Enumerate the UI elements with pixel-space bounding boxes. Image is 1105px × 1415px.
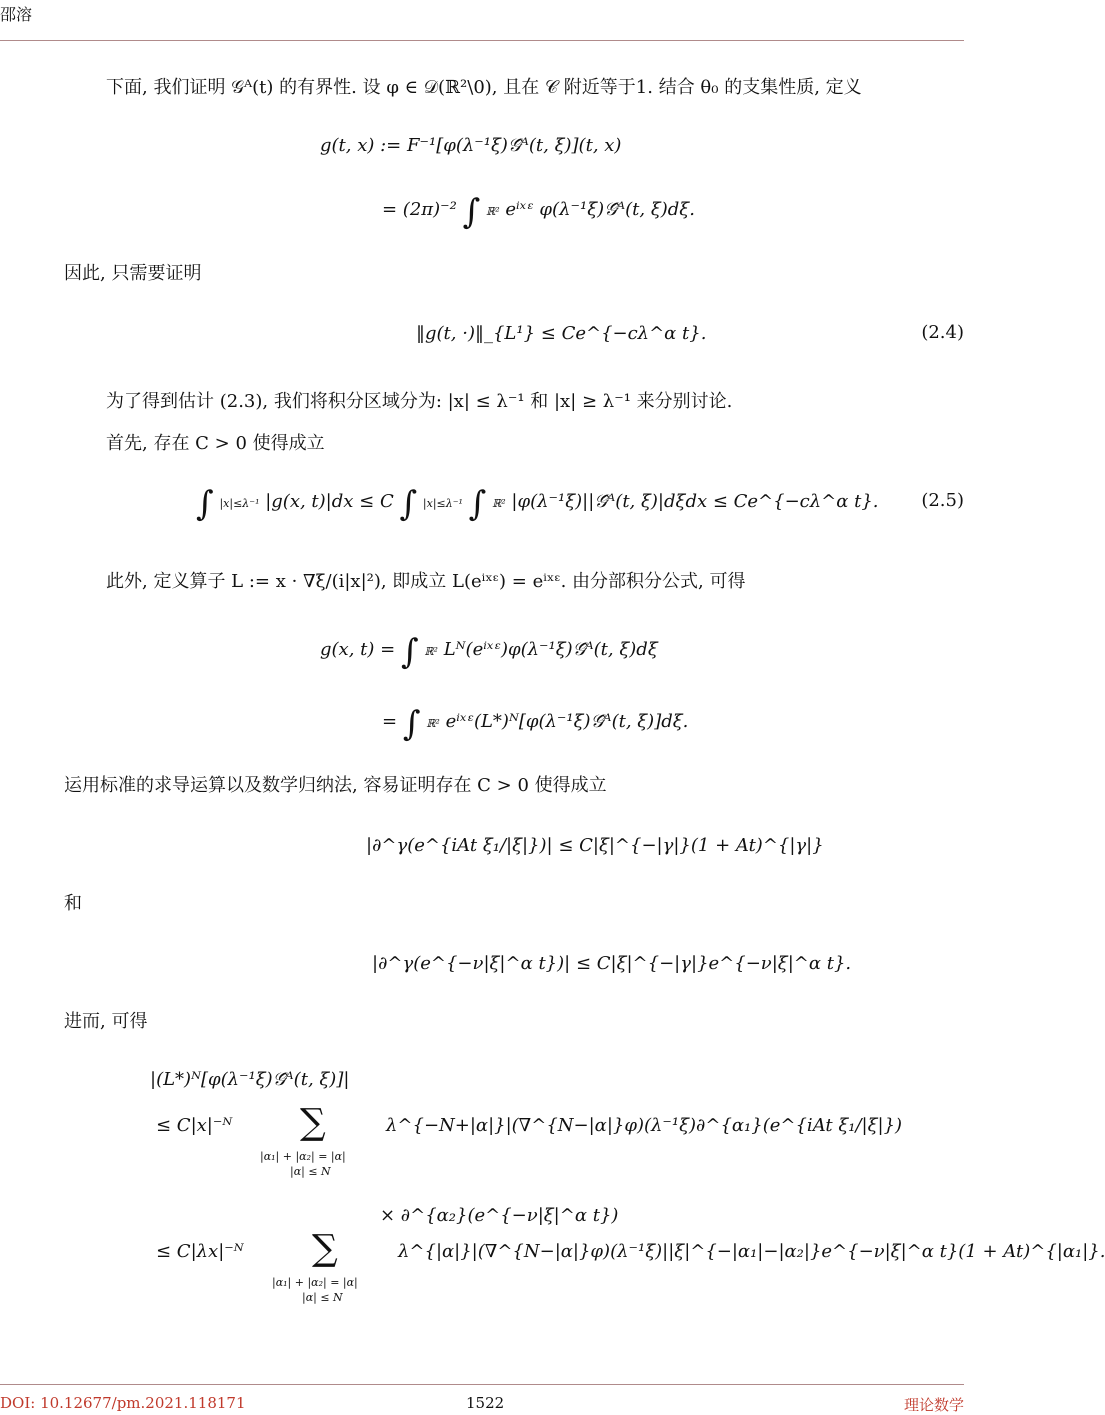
eq-e3-mid: |g(x, t)|dx ≤ C <box>265 491 394 512</box>
eq-e4a-rhs: Lᴺ(eⁱˣᵋ)φ(λ⁻¹ξ)𝒢̂ᴬ(t, ξ)dξ <box>443 639 658 660</box>
header-divider <box>0 40 964 41</box>
running-header-author: 邵溶 <box>0 5 33 24</box>
paragraph-and: 和 <box>64 893 82 914</box>
equation-final-line2-rhs: λ^{−N+|α|}|(∇^{N−|α|}φ)(λ⁻¹ξ)∂^{α₁}(e^{iAt ξ₁/|ξ|}) <box>386 1115 903 1136</box>
integral-domain: ℝ² <box>492 497 506 510</box>
integral-domain: ℝ² <box>486 205 500 218</box>
equation-g-integration-by-parts-line2 <box>382 704 689 744</box>
equation-derivative-bound-1: |∂^γ(e^{iAt ξ₁/|ξ|})| ≤ C|ξ|^{−|γ|}(1 + At)^{|γ|} <box>366 835 824 856</box>
equation-g-definition-line2 <box>382 192 695 232</box>
summation-condition: |α| ≤ N <box>302 1291 343 1304</box>
integral-domain: |x|≤λ⁻¹ <box>219 497 260 510</box>
equation-final-line4-rhs: λ^{|α|}|(∇^{N−|α|}φ)(λ⁻¹ξ)||ξ|^{−|α₁|−|α₂|}e^{−ν|ξ|^α t}(1 + At)^{|α₁|}. <box>398 1241 1105 1262</box>
paragraph-first: 首先, 存在 C > 0 使得成立 <box>106 433 325 454</box>
integral-domain: |x|≤λ⁻¹ <box>422 497 463 510</box>
equation-2-4: ‖g(t, ·)‖_{L¹} ≤ Ce^{−cλ^α t}. <box>416 323 707 344</box>
eq-e1b-lhs: = (2π)⁻² <box>382 199 457 220</box>
summation-condition: |α₁| + |α₂| = |α| <box>272 1276 358 1289</box>
integral-sign: ∫ <box>468 484 487 524</box>
summation-condition: |α| ≤ N <box>290 1165 331 1178</box>
paragraph-therefore: 因此, 只需要证明 <box>64 263 202 284</box>
integral-sign: ∫ <box>196 484 214 524</box>
equation-final-line1: |(L*)ᴺ[φ(λ⁻¹ξ)𝒢̂ᴬ(t, ξ)]| <box>150 1069 350 1090</box>
eq-e1b-rhs: eⁱˣᵋ φ(λ⁻¹ξ)𝒢̂ᴬ(t, ξ)dξ. <box>505 199 695 220</box>
summation-sign: ∑ <box>300 1102 326 1143</box>
paragraph-hence: 进而, 可得 <box>64 1011 148 1032</box>
paragraph-operator-L: 此外, 定义算子 L := x · ∇ξ/(i|x|²), 即成立 L(eⁱˣᵋ) = eⁱˣᵋ. 由分部积分公式, 可得 <box>106 571 746 592</box>
equation-g-definition-line1: g(t, x) := F⁻¹[φ(λ⁻¹ξ)𝒢̂ᴬ(t, ξ)](t, x) <box>320 135 622 156</box>
equation-final-line2-lhs: ≤ C|x|⁻ᴺ <box>156 1115 233 1136</box>
eq-e4b-lhs: = <box>382 711 398 732</box>
integral-domain: ℝ² <box>426 717 440 730</box>
equation-g-integration-by-parts-line1 <box>320 632 658 672</box>
equation-2-5 <box>196 484 879 524</box>
summation-condition: |α₁| + |α₂| = |α| <box>260 1150 346 1163</box>
paragraph-induction: 运用标准的求导运算以及数学归纳法, 容易证明存在 C > 0 使得成立 <box>64 775 607 796</box>
summation-sign: ∑ <box>312 1228 338 1269</box>
equation-final-line4-lhs: ≤ C|λx|⁻ᴺ <box>156 1241 244 1262</box>
paragraph-split-domain: 为了得到估计 (2.3), 我们将积分区域分为: |x| ≤ λ⁻¹ 和 |x| ≥ λ⁻¹ 来分别讨论. <box>106 391 733 412</box>
equation-number-2-5: (2.5) <box>921 490 964 511</box>
integral-sign: ∫ <box>399 484 418 524</box>
integral-sign: ∫ <box>400 632 419 672</box>
integral-sign: ∫ <box>402 704 421 744</box>
footer-page-number: 1522 <box>466 1394 505 1412</box>
equation-number-2-4: (2.4) <box>921 322 964 343</box>
footer-journal-name: 理论数学 <box>903 1396 964 1414</box>
footer-divider <box>0 1384 964 1385</box>
eq-e3-rhs: |φ(λ⁻¹ξ)||𝒢̂ᴬ(t, ξ)|dξdx ≤ Ce^{−cλ^α t}. <box>511 491 879 512</box>
footer-doi: DOI: 10.12677/pm.2021.118171 <box>0 1394 246 1412</box>
integral-sign: ∫ <box>462 192 481 232</box>
integral-domain: ℝ² <box>424 645 438 658</box>
paragraph-boundedness-intro: 下面, 我们证明 𝒢ᴬ(t) 的有界性. 设 φ ∈ 𝒟(ℝ²\0), 且在 𝒞 附近等于1. 结合 θ₀ 的支集性质, 定义 <box>106 77 862 98</box>
equation-final-line3: × ∂^{α₂}(e^{−ν|ξ|^α t}) <box>380 1205 619 1226</box>
eq-e4a-lhs: g(x, t) = <box>320 639 396 660</box>
eq-e4b-rhs: eⁱˣᵋ(L*)ᴺ[φ(λ⁻¹ξ)𝒢̂ᴬ(t, ξ)]dξ. <box>445 711 689 732</box>
equation-derivative-bound-2: |∂^γ(e^{−ν|ξ|^α t})| ≤ C|ξ|^{−|γ|}e^{−ν|ξ|^α t}. <box>372 953 852 974</box>
